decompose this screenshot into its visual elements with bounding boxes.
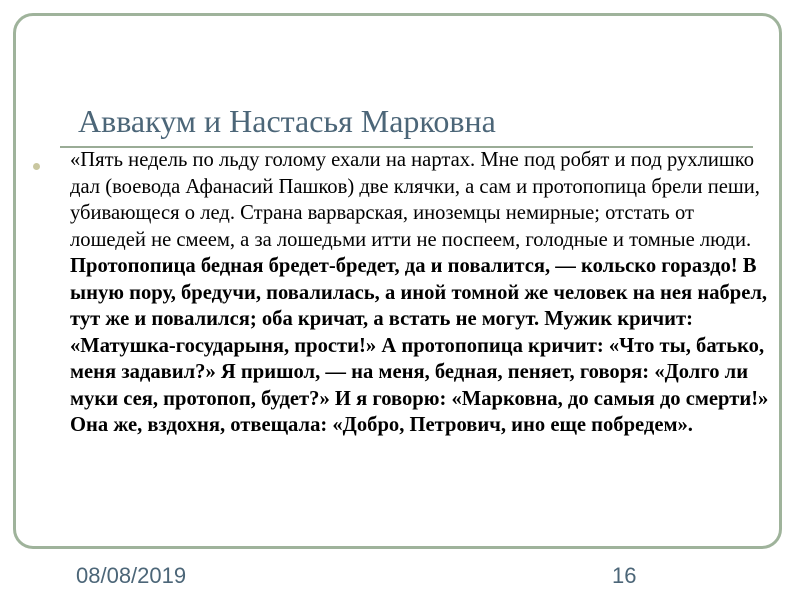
slide-title: Аввакум и Настасья Марковна: [78, 103, 496, 139]
footer-date: 08/08/2019: [76, 563, 187, 588]
quote-bold-text: Протопопица бедная бредет-бредет, да и повалится, — кольско гораздо! В ыную пору, бредучи, повалилась, а иной томной же человек на нея набрел, тут же и повалился; оба кричат, а встать не могут. Мужик кричит: «Матушка-государыня, прости!» А протопопица кричит: «Что ты, батько, меня задавил?» Я пришол, — на меня, бедная, пеняет, говоря: «Долго ли муки сея, протопоп, будет?» И я говорю: «Марковна, до самыя до смерти!» Она же, вздохня, отвещала: «Добро, Петрович, ино еще побредем».: [70, 255, 769, 436]
quote-plain-text: «Пять недель по льду голому ехали на нартах. Мне под робят и под рухлишко дал (воевода Афанасий Пашков) две клячки, а сам и протопопица брели пеши, убивающеся о лед. Страна варварская, иноземцы немирные; отстать от лошедей не смеем, а за лошедьми итти не поспеем, голодные и томные люди.: [70, 149, 760, 251]
bullet-dot-icon: [33, 163, 40, 170]
quote-paragraph: [70, 147, 770, 439]
page-number: 16: [612, 563, 637, 588]
